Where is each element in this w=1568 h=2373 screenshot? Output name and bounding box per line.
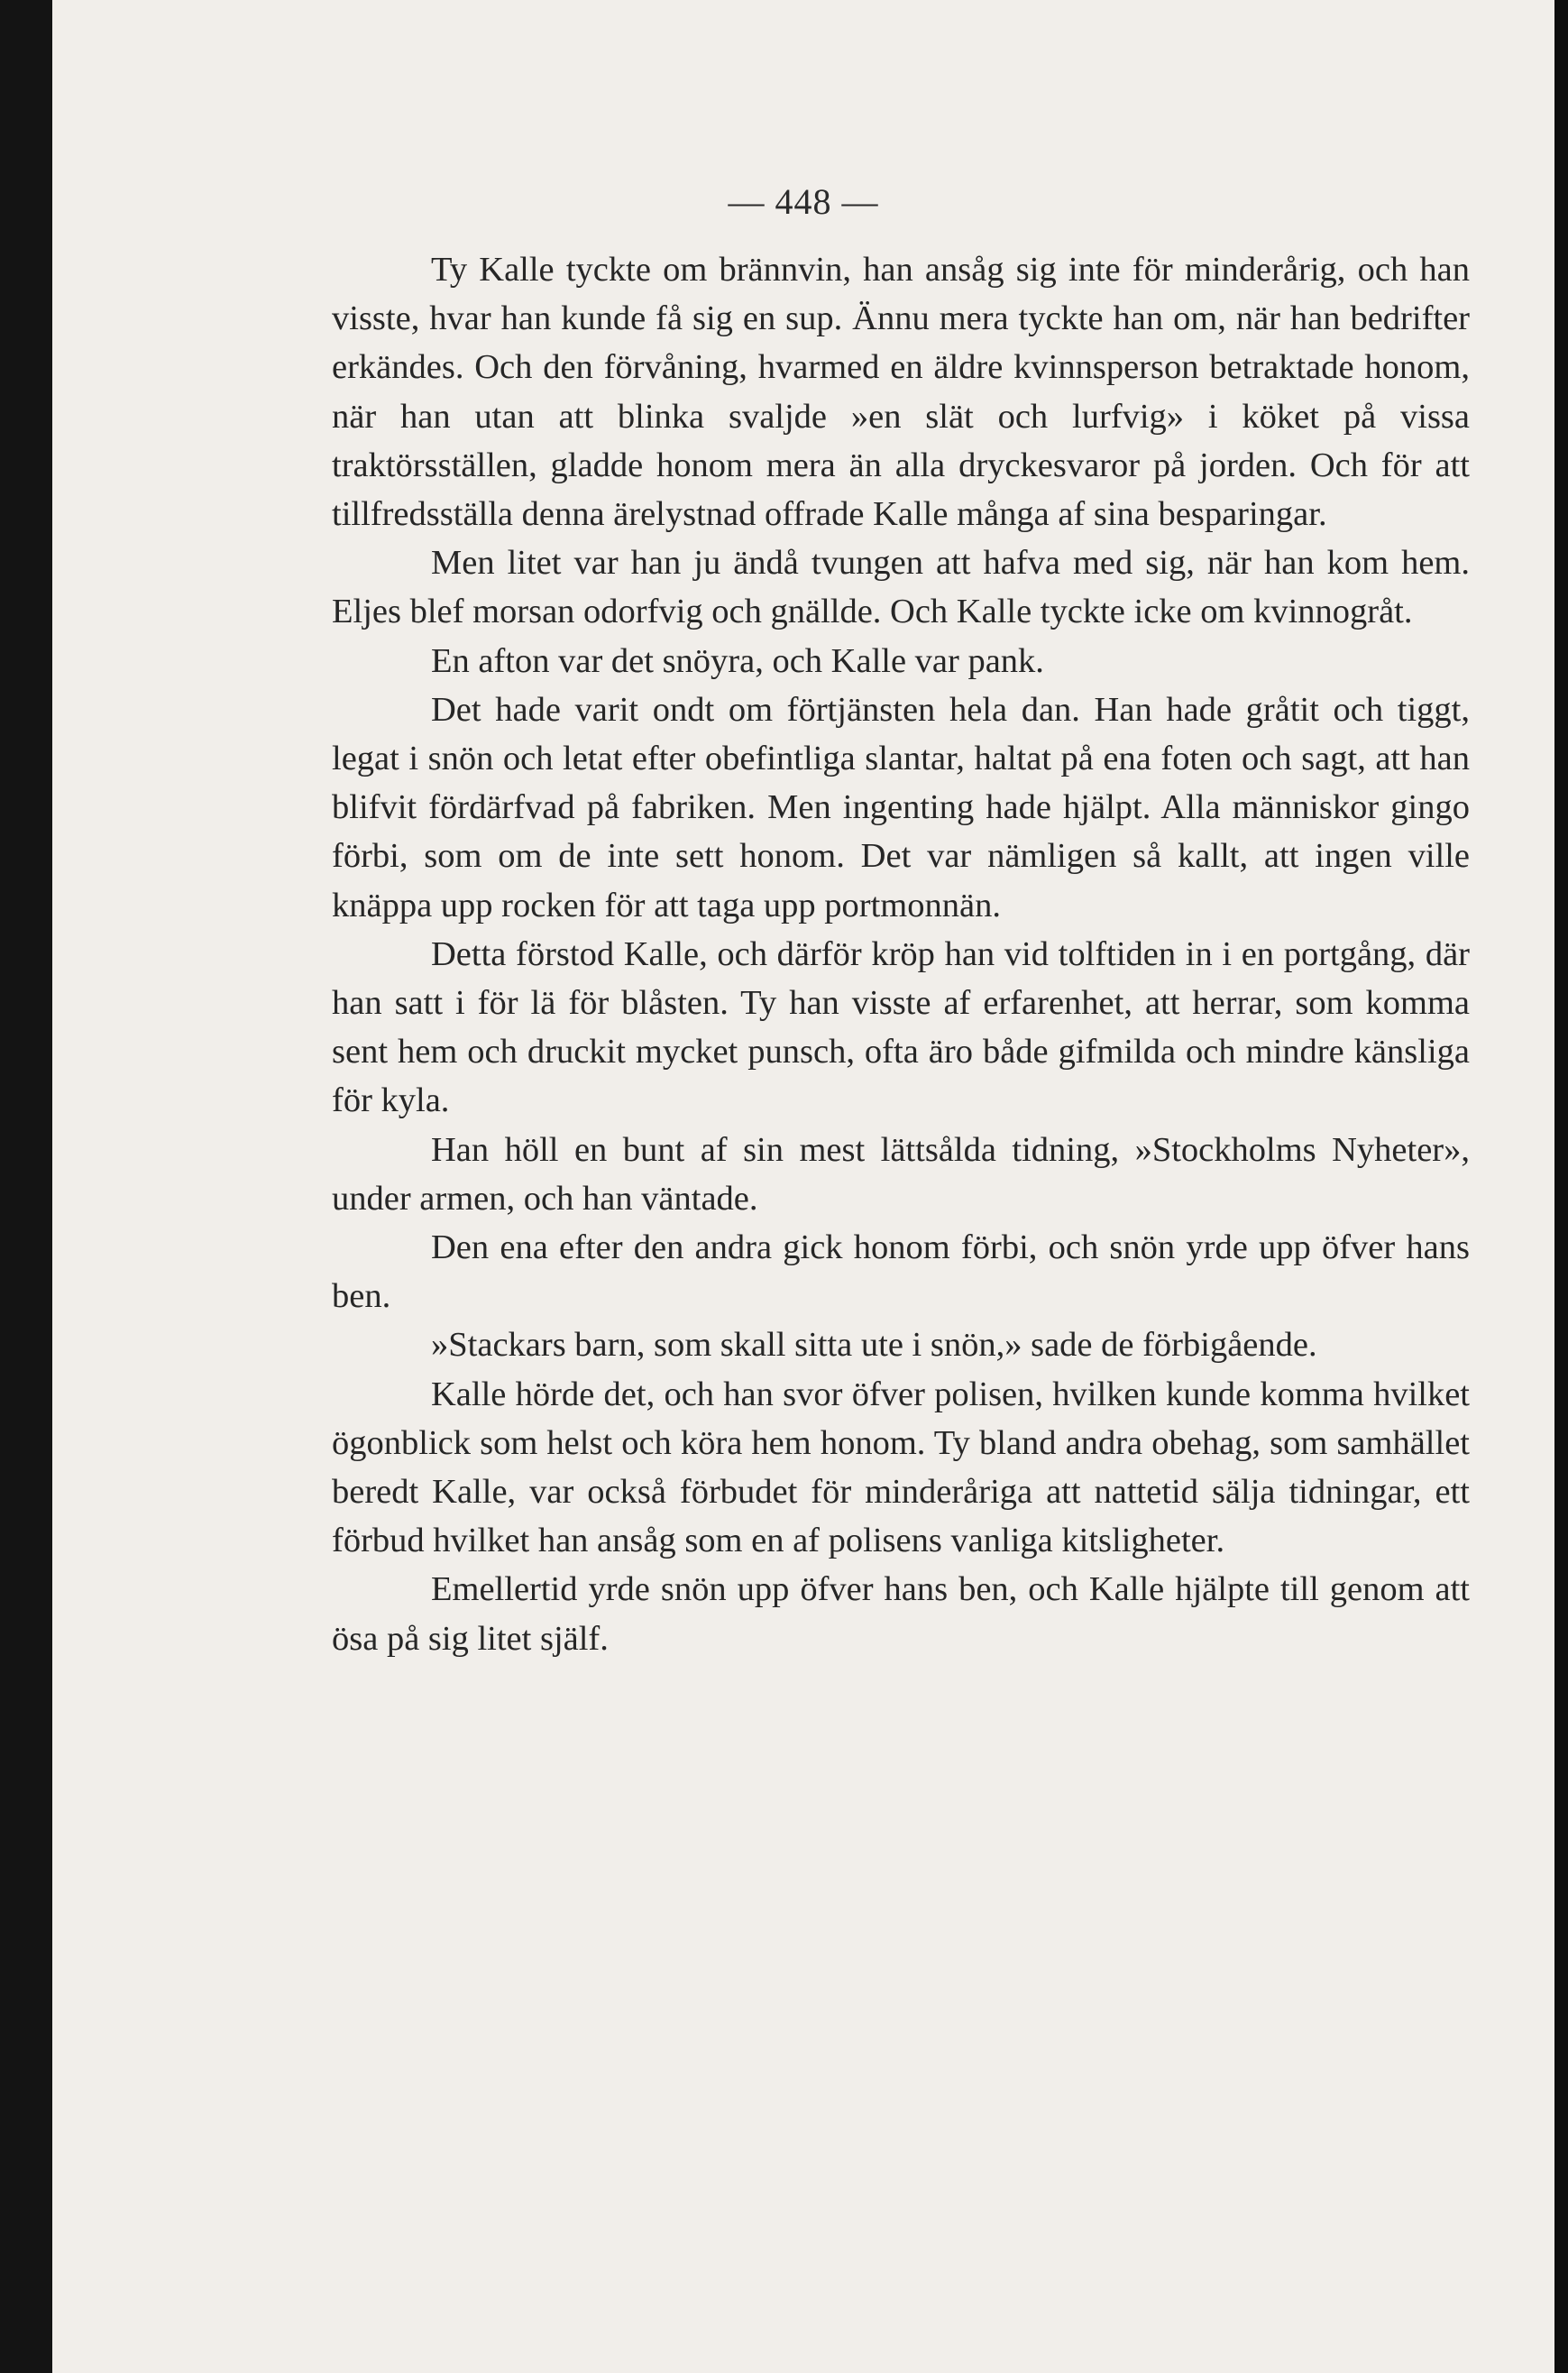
- paragraph: Han höll en bunt af sin mest lättsålda tidning, »Stockholms Nyheter», under armen, och han väntade.: [332, 1130, 1470, 1218]
- body-text: [332, 245, 1470, 1663]
- paragraph: Ty Kalle tyckte om brännvin, han ansåg sig inte för minderårig, och han visste, hvar han kunde få sig en sup. Ännu mera tyckte han om, när han bedrifter erkändes. Och den förvåning, hvarmed en äldre kvinnsperson betraktade honom, när han utan att blinka svaljde »en slät och lurfvig» i köket på vissa traktörsställen, gladde honom mera än alla dryckesvaror på jorden. Och för att tillfredsställa denna ärelystnad offrade Kalle många af sina besparingar.: [332, 251, 1470, 534]
- paragraph: Emellertid yrde snön upp öfver hans ben, och Kalle hjälpte till genom att ösa på sig litet själf.: [332, 1570, 1470, 1658]
- paragraph: Detta förstod Kalle, och därför kröp han vid tolftiden in i en portgång, där han satt i för lä för blåsten. Ty han visste af erfarenhet, att herrar, som komma sent hem och druckit mycket punsch, ofta äro både gifmilda och mindre känsliga för kyla.: [332, 934, 1470, 1120]
- scan-border-left: [0, 0, 52, 2373]
- paragraph: Men litet var han ju ändå tvungen att hafva med sig, när han kom hem. Eljes blef morsan odorfvig och gnällde. Och Kalle tyckte icke om kvinnogråt.: [332, 544, 1470, 631]
- scan-border-right: [1554, 0, 1568, 2373]
- paragraph: Kalle hörde det, och han svor öfver polisen, hvilken kunde komma hvilket ögonblick som helst och köra hem honom. Ty bland andra obehag, som samhället beredt Kalle, var också förbudet för minderåriga att nattetid sälja tidningar, ett förbud hvilket han ansåg som en af polisens vanliga kitsligheter.: [332, 1375, 1470, 1560]
- paragraph: Det hade varit ondt om förtjänsten hela dan. Han hade gråtit och tiggt, legat i snön och letat efter obefintliga slantar, haltat på ena foten och sagt, att han blifvit fördärfvad på fabriken. Men ingenting hade hjälpt. Alla människor gingo förbi, som om de inte sett honom. Det var nämligen så kallt, att ingen ville knäppa upp rocken för att taga upp portmonnän.: [332, 690, 1470, 924]
- page-number: — 448 —: [728, 181, 879, 222]
- paragraph: Den ena efter den andra gick honom förbi, och snön yrde upp öfver hans ben.: [332, 1228, 1470, 1316]
- book-page: [52, 0, 1554, 2373]
- paragraph: »Stackars barn, som skall sitta ute i snön,» sade de förbigående.: [431, 1326, 1317, 1365]
- paragraph: En afton var det snöyra, och Kalle var pank.: [431, 641, 1044, 680]
